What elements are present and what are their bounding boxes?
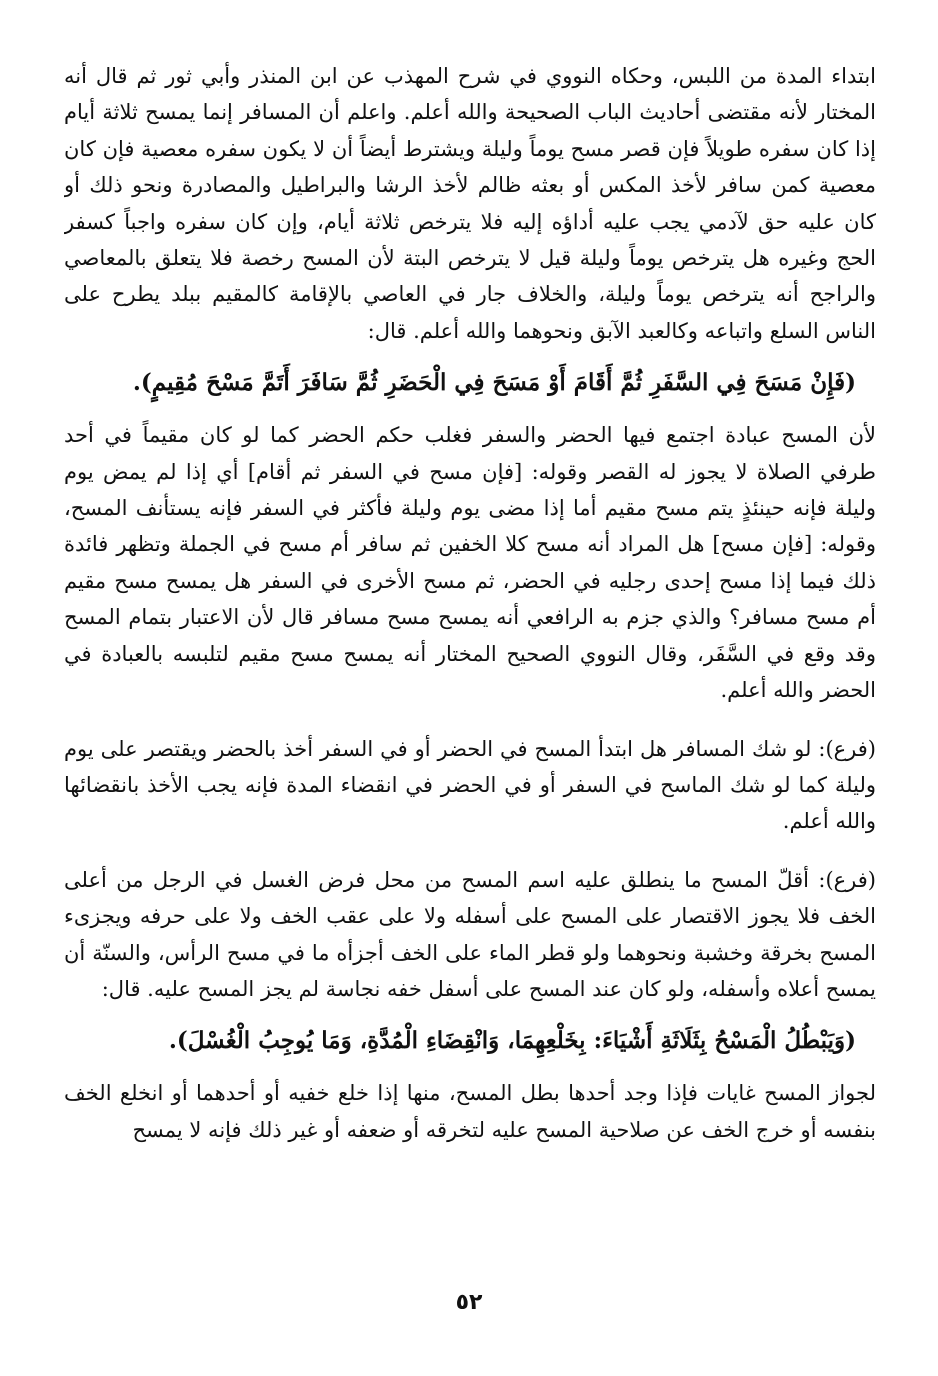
paragraph-invalidators: لجواز المسح غايات فإذا وجد أحدها بطل المسح، منها إذا خلع خفيه أو أحدهما أو انخلع الخف بنفسه أو خرج الخف عن صلاحية المسح عليه لتخرقه أو ضعفه أو غير ذلك فإنه لا يمسح <box>64 1081 876 1142</box>
spacer <box>64 1061 876 1075</box>
paragraph-far-minimum: (فرع): أقلّ المسح ما ينطلق عليه اسم المسح من محل فرض الغسل في الرجل من أعلى الخف فلا يجوز الاقتصار على المسح على أسفله ولا على عقب الخف ولا على حرفه ويجزىء المسح بخرقة وخشبة ونحوهما ولو قطر الماء على الخف أجزأه ما في مسح الرأس، والسنّة أن يمسح أعلاه وأسفله، ولو كان عند المسح على أسفل خفه نجاسة لم يجز المسح عليه. قال: <box>64 867 876 1001</box>
matn-quote-first: (فَإِنْ مَسَحَ فِي السَّفَرِ ثُمَّ أَقَامَ أَوْ مَسَحَ فِي الْحَضَرِ ثُمَّ سَافَرَ أَتَمَّ مَسْحَ مُقِيمٍ). <box>132 369 856 397</box>
spacer <box>64 403 876 417</box>
matn-quote-second: (وَيَبْطُلُ الْمَسْحُ بِثَلَاثَةِ أَشْيَاءَ: بِخَلْعِهِمَا، وَانْقِضَاءِ الْمُدَّةِ، وَمَا يُوجِبُ الْغُسْلَ). <box>168 1027 856 1055</box>
paragraph-far-doubt: (فرع): لو شك المسافر هل ابتدأ المسح في الحضر أو في السفر أخذ بالحضر ويقتصر على يوم وليلة كما لو شك الماسح في السفر أو في الحضر في انقضاء المدة فإنه يجب الأخذ بانقضائها والله أعلم. <box>64 736 876 834</box>
spacer <box>64 1007 876 1021</box>
paragraph-intro: ابتداء المدة من اللبس، وحكاه النووي في شرح المهذب عن ابن المنذر وأبي ثور ثم قال أنه المختار لأنه مقتضى أحاديث الباب الصحيحة والله أعلم. واعلم أن المسافر إنما يمسح ثلاثة أيام إذا كان سفره طويلاً فإن قصر مسح يوماً وليلة ويشترط أيضاً أن لا يكون سفره معصية فإن كان معصية كمن سافر لأخذ المكس أو بعثه ظالم لأخذ الرشا والبراطيل والمصادرة ونحو ذلك أو كان عليه حق لآدمي يجب عليه أداؤه إليه فلا يترخص ثلاثة أيام، وإن كان سفره واجباً كسفر الحج وغيره هل يترخص يوماً وليلة قيل لا يترخص البتة لأن المسح رخصة فلا يتعلق بالمعاصي والراجح أنه يترخص يوماً وليلة، والخلاف جار في العاصي بالإقامة كالمقيم ببلد يطرح على الناس السلع واتباعه وكالعبد الآبق ونحوهما والله أعلم. قال: <box>64 64 876 343</box>
paragraph-commentary: لأن المسح عبادة اجتمع فيها الحضر والسفر فغلب حكم الحضر كما لو كان مقيماً في أحد طرفي الصلاة لا يجوز له القصر وقوله: [فإن مسح في السفر ثم أقام] أي إذا لم يمض يوم وليلة فإنه حينئذٍ يتم مسح مقيم أما إذا مضى يوم وليلة فأكثر في السفر فإنه يستأنف المسح، وقوله: [فإن مسح] هل المراد أنه مسح كلا الخفين ثم سافر أم مسح في الجملة وتظهر فائدة ذلك فيما إذا مسح إحدى رجليه في الحضر، ثم مسح الأخرى في السفر هل يمسح مسح مقيم أم مسح مسافر؟ والذي جزم به الرافعي أنه يمسح مسح مسافر قال لأن الاعتبار بتمام المسح وقد وقع في السَّفَر، وقال النووي الصحيح المختار أنه يمسح مسح مقيم لتلبسه بالعبادة في الحضر والله أعلم. <box>64 423 876 703</box>
page-number: ٥٢ <box>455 1290 483 1315</box>
book-page-body <box>64 58 876 1358</box>
spacer <box>64 840 876 862</box>
spacer <box>64 349 876 363</box>
spacer <box>64 709 876 731</box>
